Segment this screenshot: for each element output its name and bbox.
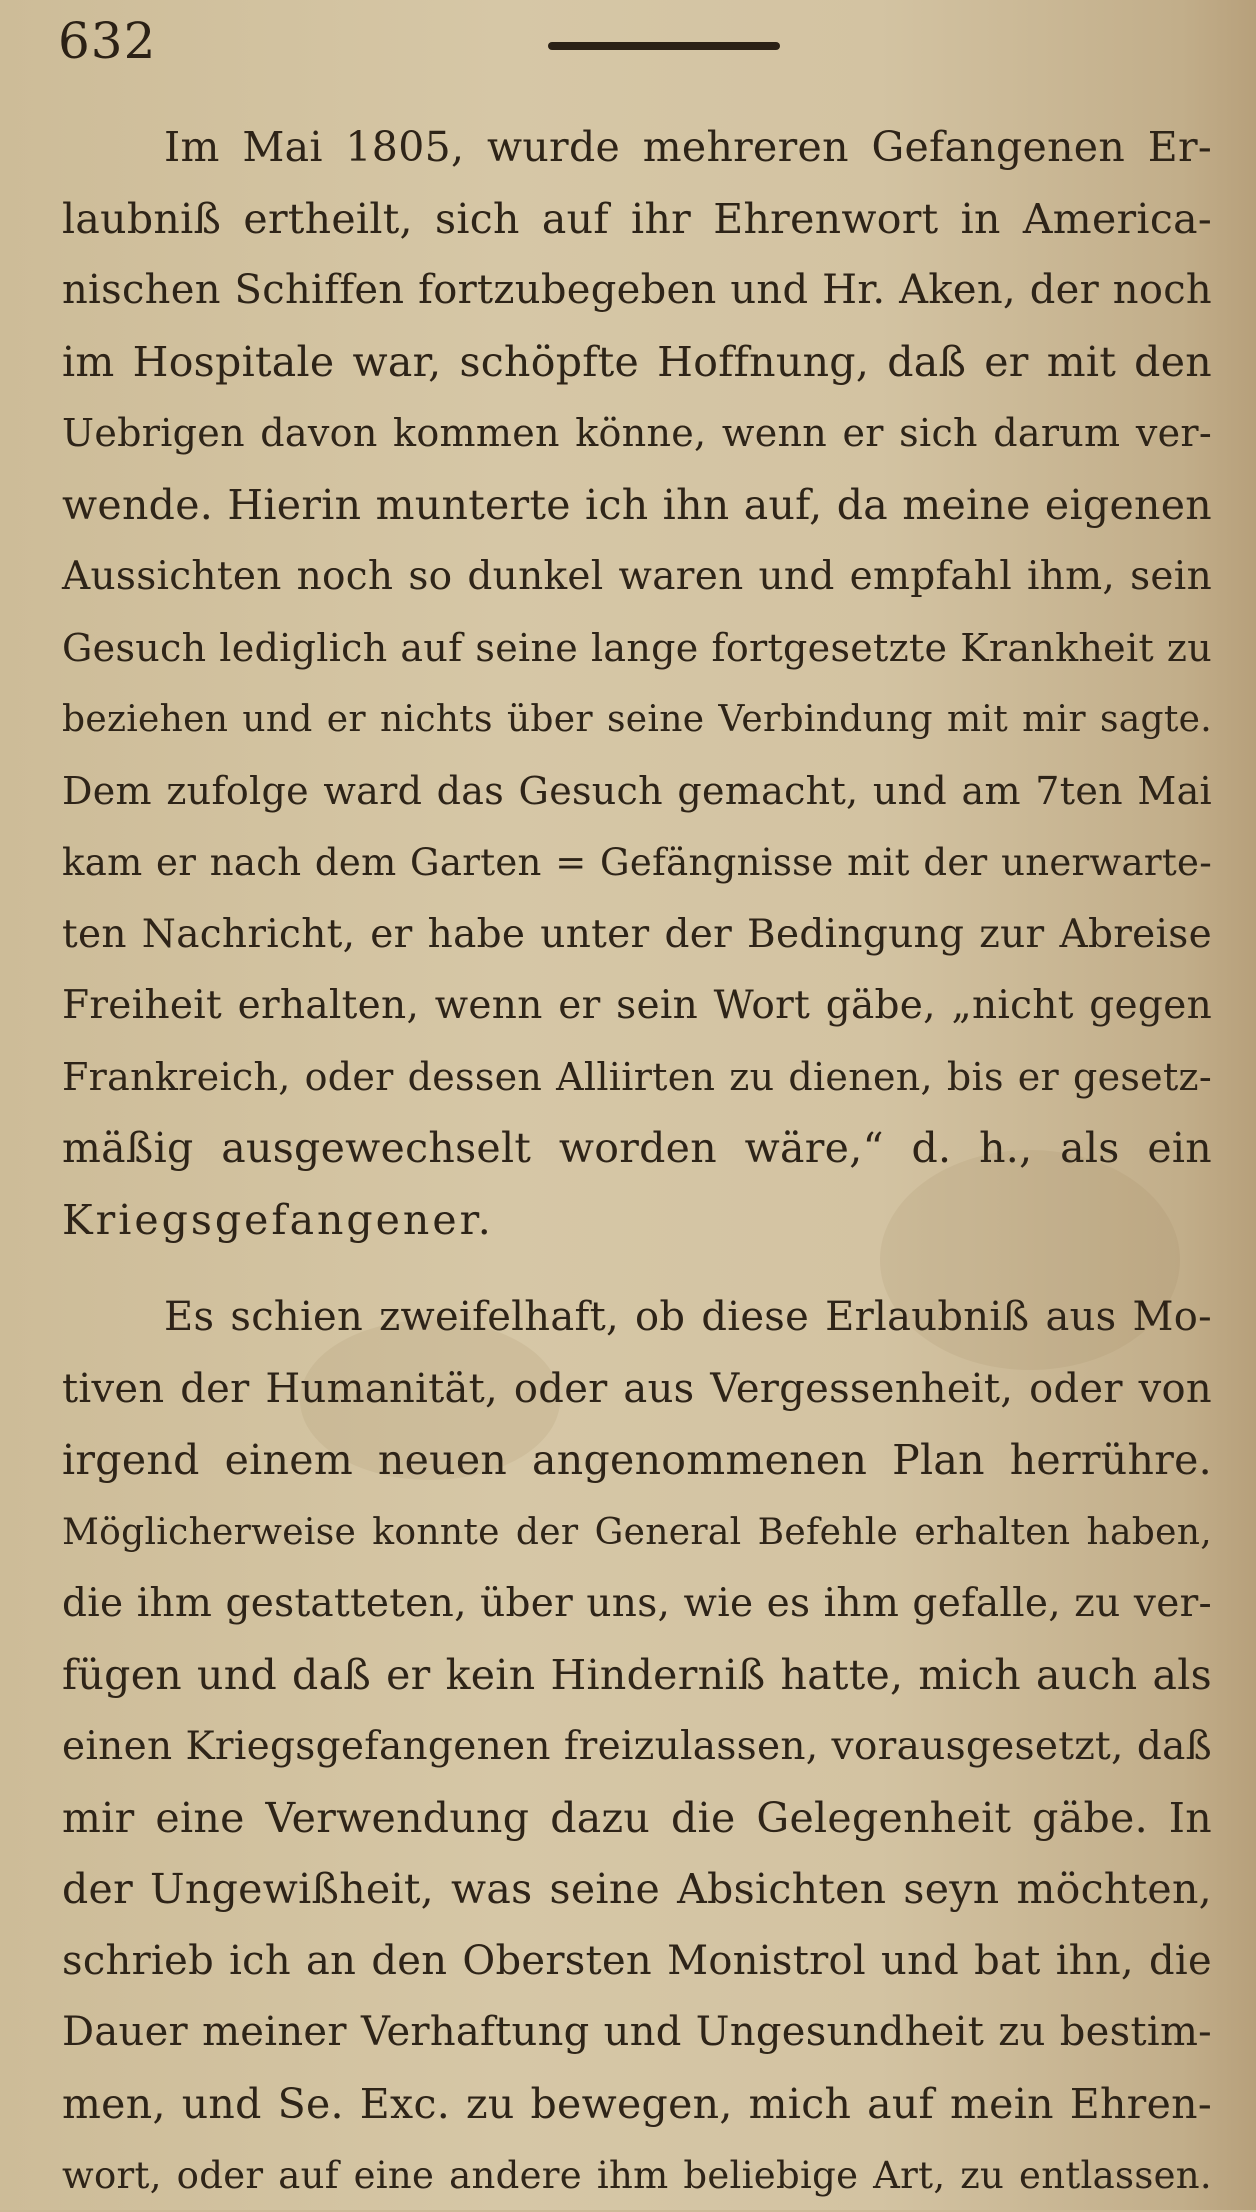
text-line: men, und Se. Exc. zu bewegen, mich auf mein Ehren-	[62, 2079, 1212, 2128]
text-line: laubniß ertheilt, sich auf ihr Ehrenwort in America-	[62, 194, 1212, 243]
text-line: Freiheit erhalten, wenn er sein Wort gäbe, „nicht gegen	[62, 983, 1212, 1028]
header-rule	[548, 42, 780, 50]
text-line: Im Mai 1805, wurde mehreren Gefangenen Er-	[164, 123, 1212, 171]
text-line: tiven der Humanität, oder aus Vergessenheit, oder von	[62, 1365, 1212, 1412]
text-line: beziehen und er nichts über seine Verbindung mit mir sagte.	[62, 699, 1212, 740]
text-line: mir eine Verwendung dazu die Gelegenheit gäbe. In	[62, 1793, 1212, 1842]
text-line: der Ungewißheit, was seine Absichten seyn möchten,	[62, 1865, 1212, 1913]
text-line: Uebrigen davon kommen könne, wenn er sich darum ver-	[62, 411, 1212, 455]
text-line: irgend einem neuen angenommenen Plan herrühre.	[62, 1436, 1212, 1484]
page-number: 632	[58, 12, 157, 70]
text-line: wort, oder auf eine andere ihm beliebige Art, zu entlassen.	[62, 2154, 1212, 2197]
text-line: fügen und daß er kein Hinderniß hatte, mich auch als	[62, 1650, 1212, 1699]
text-line: Dem zufolge ward das Gesuch gemacht, und am 7ten Mai	[62, 768, 1212, 813]
text-line: Es schien zweifelhaft, ob diese Erlaubniß aus Mo-	[164, 1294, 1212, 1340]
text-line: Frankreich, oder dessen Alliirten zu dienen, bis er gesetz-	[62, 1054, 1212, 1099]
paragraph-2	[62, 1282, 1212, 2212]
text-line: Kriegsgefangener.	[62, 1195, 494, 1244]
text-line: schrieb ich an den Obersten Monistrol und bat ihn, die	[62, 1937, 1212, 1984]
text-line: mäßig ausgewechselt worden wäre,“ d. h., als ein	[62, 1124, 1212, 1172]
paragraph-1	[62, 112, 1212, 1256]
text-line: im Hospitale war, schöpfte Hoffnung, daß er mit den	[62, 337, 1212, 386]
text-line: nischen Schiffen fortzubegeben und Hr. Aken, der noch	[62, 267, 1212, 313]
text-line: wende. Hierin munterte ich ihn auf, da meine eigenen	[62, 480, 1212, 529]
text-line: kam er nach dem Garten = Gefängnisse mit der unerwarte-	[62, 841, 1212, 884]
text-line: Dauer meiner Verhaftung und Ungesundheit zu bestim-	[62, 2009, 1212, 2055]
text-line: die ihm gestatteten, über uns, wie es ihm gefalle, zu ver-	[62, 1581, 1212, 1626]
text-line: Möglicherweise konnte der General Befehle erhalten haben,	[62, 1511, 1212, 1553]
text-line: ten Nachricht, er habe unter der Bedingung zur Abreise	[62, 911, 1212, 957]
text-line: Aussichten noch so dunkel waren und empfahl ihm, sein	[62, 554, 1212, 599]
text-line: einen Kriegsgefangenen freizulassen, vorausgesetzt, daß	[62, 1724, 1212, 1769]
text-line: Gesuch lediglich auf seine lange fortgesetzte Krankheit zu	[62, 625, 1212, 670]
